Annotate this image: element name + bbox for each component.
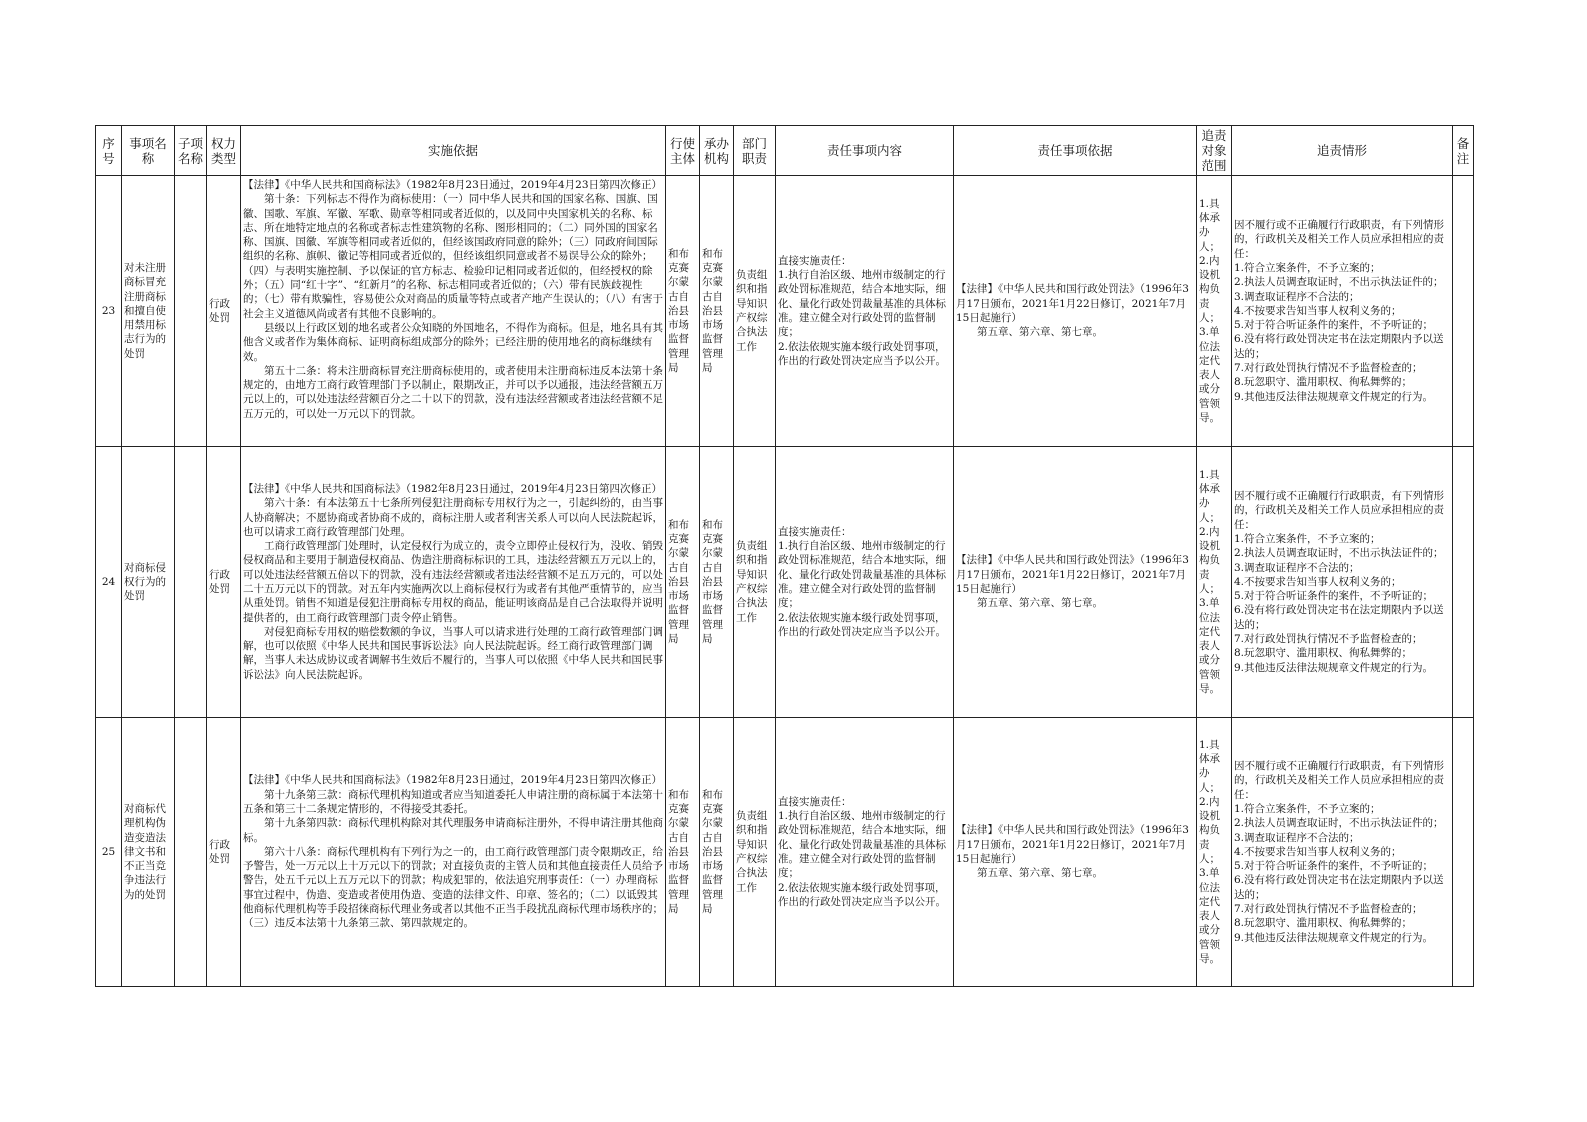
- header-accountable-cases: 追责情形: [1232, 126, 1453, 176]
- header-row: [96, 126, 1474, 176]
- cell-note: [1453, 176, 1474, 447]
- header-resp-basis: 责任事项依据: [954, 126, 1197, 176]
- cell-handler: 和布克赛尔蒙古自治县市场监督管理局: [700, 718, 734, 987]
- cell-dept-duty: 负责组织和指导知识产权综合执法工作: [734, 176, 776, 447]
- header-item-name: 事项名称: [122, 126, 175, 176]
- header-handler: 承办机构: [700, 126, 734, 176]
- cell-basis: 【法律】《中华人民共和国商标法》（1982年8月23日通过，2019年4月23日第四次修正） 第十条：下列标志不得作为商标使用：（一）同中华人民共和国的国家名称、国旗、国徽、国歌、军旗、军徽、军歌、勋章等相同或者近似的，以及同中央国家机关的名称、标志、所在地特定地点的名称或者标志性建筑物的名称、图形相同的；（二）同外国的国家名称、国旗、国徽、军旗等相同或者近似的，但经该国政府同意的除外；（三）同政府间国际组织的名称、旗帜、徽记等相同或者近似的，但经该组织同意或者不易误导公众的除外；（四）与表明实施控制、予以保证的官方标志、检验印记相同或者近似的，但经授权的除外；（五）同“红十字”、“红新月”的名称、标志相同或者近似的；（六）带有民族歧视性的；（七）带有欺骗性，容易使公众对商品的质量等特点或者产地产生误认的；（八）有害于社会主义道德风尚或者有其他不良影响的。 县级以上行政区划的地名或者公众知晓的外国地名，不得作为商标。但是，地名具有其他含义或者作为集体商标、证明商标组成部分的除外；已经注册的使用地名的商标继续有效。 第五十二条：将未注册商标冒充注册商标使用的，或者使用未注册商标违反本法第十条规定的，由地方工商行政管理部门予以制止，限期改正，并可以予以通报，违法经营额五万元以上的，可以处违法经营额百分之二十以下的罚款，没有违法经营额或者违法经营额不足五万元的，可以处一万元以下的罚款。: [241, 176, 666, 447]
- header-resp-content: 责任事项内容: [776, 126, 954, 176]
- cell-sub-item: [175, 447, 207, 718]
- cell-dept-duty: 负责组织和指导知识产权综合执法工作: [734, 718, 776, 987]
- cell-item-name: 对商标代理机构伪造变造法律文书和不正当竞争违法行为的处罚: [122, 718, 175, 987]
- cell-accountable-cases: 因不履行或不正确履行行政职责，有下列情形的，行政机关及相关工作人员应承担相应的责任： 1.符合立案条件，不予立案的； 2.执法人员调查取证时，不出示执法证件的； 3.调查取证程序不合法的； 4.不按要求告知当事人权利义务的； 5.对于符合听证条件的案件，不予听证的； 6.没有将行政处罚决定书在法定期限内予以送达的； 7.对行政处罚执行情况不予监督检查的； 8.玩忽职守、滥用职权、徇私舞弊的； 9.其他违反法律法规规章文件规定的行为。: [1232, 718, 1453, 987]
- cell-sub-item: [175, 718, 207, 987]
- cell-power-type: 行政处罚: [207, 176, 241, 447]
- cell-resp-content: 直接实施责任： 1.执行自治区级、地州市级制定的行政处罚标准规范，结合本地实际，细化、量化行政处罚裁量基准的具体标准。建立健全对行政处罚的监督制度； 2.依法依规实施本级行政处罚事项，作出的行政处罚决定应当予以公开。: [776, 718, 954, 987]
- header-note: 备注: [1453, 126, 1474, 176]
- cell-dept-duty: 负责组织和指导知识产权综合执法工作: [734, 447, 776, 718]
- cell-resp-content: 直接实施责任： 1.执行自治区级、地州市级制定的行政处罚标准规范，结合本地实际，细化、量化行政处罚裁量基准的具体标准。建立健全对行政处罚的监督制度； 2.依法依规实施本级行政处罚事项，作出的行政处罚决定应当予以公开。: [776, 447, 954, 718]
- cell-handler: 和布克赛尔蒙古自治县市场监督管理局: [700, 176, 734, 447]
- cell-accountable-cases: 因不履行或不正确履行行政职责，有下列情形的，行政机关及相关工作人员应承担相应的责任： 1.符合立案条件，不予立案的； 2.执法人员调查取证时，不出示执法证件的； 3.调查取证程序不合法的； 4.不按要求告知当事人权利义务的； 5.对于符合听证条件的案件，不予听证的； 6.没有将行政处罚决定书在法定期限内予以送达的； 7.对行政处罚执行情况不予监督检查的； 8.玩忽职守、滥用职权、徇私舞弊的； 9.其他违反法律法规规章文件规定的行为。: [1232, 176, 1453, 447]
- cell-actor: 和布克赛尔蒙古自治县市场监督管理局: [666, 447, 700, 718]
- responsibility-table: [95, 125, 1474, 987]
- cell-note: [1453, 447, 1474, 718]
- cell-item-name: 对商标侵权行为的处罚: [122, 447, 175, 718]
- cell-handler: 和布克赛尔蒙古自治县市场监督管理局: [700, 447, 734, 718]
- cell-accountable-scope: 1.具体承办人；2.内设机构负责人；3.单位法定代表人或分管领导。: [1197, 447, 1232, 718]
- header-basis: 实施依据: [241, 126, 666, 176]
- cell-resp-basis: 【法律】《中华人民共和国行政处罚法》（1996年3月17日颁布，2021年1月22日修订，2021年7月15日起施行） 第五章、第六章、第七章。: [954, 718, 1197, 987]
- header-accountable-scope: 追责对象范围: [1197, 126, 1232, 176]
- cell-accountable-cases: 因不履行或不正确履行行政职责，有下列情形的，行政机关及相关工作人员应承担相应的责任： 1.符合立案条件，不予立案的； 2.执法人员调查取证时，不出示执法证件的； 3.调查取证程序不合法的； 4.不按要求告知当事人权利义务的； 5.对于符合听证条件的案件，不予听证的； 6.没有将行政处罚决定书在法定期限内予以送达的； 7.对行政处罚执行情况不予监督检查的； 8.玩忽职守、滥用职权、徇私舞弊的； 9.其他违反法律法规规章文件规定的行为。: [1232, 447, 1453, 718]
- cell-resp-basis: 【法律】《中华人民共和国行政处罚法》（1996年3月17日颁布，2021年1月22日修订，2021年7月15日起施行） 第五章、第六章、第七章。: [954, 447, 1197, 718]
- cell-resp-content: 直接实施责任： 1.执行自治区级、地州市级制定的行政处罚标准规范，结合本地实际，细化、量化行政处罚裁量基准的具体标准。建立健全对行政处罚的监督制度； 2.依法依规实施本级行政处罚事项，作出的行政处罚决定应当予以公开。: [776, 176, 954, 447]
- cell-actor: 和布克赛尔蒙古自治县市场监督管理局: [666, 718, 700, 987]
- cell-seq: 23: [96, 176, 122, 447]
- header-seq: 序号: [96, 126, 122, 176]
- cell-note: [1453, 718, 1474, 987]
- header-actor: 行使主体: [666, 126, 700, 176]
- cell-basis: 【法律】《中华人民共和国商标法》（1982年8月23日通过，2019年4月23日第四次修正） 第六十条：有本法第五十七条所列侵犯注册商标专用权行为之一，引起纠纷的，由当事人协商解决；不愿协商或者协商不成的，商标注册人或者利害关系人可以向人民法院起诉，也可以请求工商行政管理部门处理。 工商行政管理部门处理时，认定侵权行为成立的，责令立即停止侵权行为，没收、销毁侵权商品和主要用于制造侵权商品、伪造注册商标标识的工具，违法经营额五万元以上的，可以处违法经营额五倍以下的罚款，没有违法经营额或者违法经营额不足五万元的，可以处二十五万元以下的罚款。对五年内实施两次以上商标侵权行为或者有其他严重情节的，应当从重处罚。销售不知道是侵犯注册商标专用权的商品，能证明该商品是自己合法取得并说明提供者的，由工商行政管理部门责令停止销售。 对侵犯商标专用权的赔偿数额的争议，当事人可以请求进行处理的工商行政管理部门调解，也可以依照《中华人民共和国民事诉讼法》向人民法院起诉。经工商行政管理部门调解，当事人未达成协议或者调解书生效后不履行的，当事人可以依照《中华人民共和国民事诉讼法》向人民法院起诉。: [241, 447, 666, 718]
- cell-accountable-scope: 1.具体承办人；2.内设机构负责人；3.单位法定代表人或分管领导。: [1197, 718, 1232, 987]
- cell-item-name: 对未注册商标冒充注册商标和擅自使用禁用标志行为的处罚: [122, 176, 175, 447]
- table-row: [96, 176, 1474, 447]
- header-dept-duty: 部门职责: [734, 126, 776, 176]
- cell-power-type: 行政处罚: [207, 447, 241, 718]
- header-sub-item: 子项名称: [175, 126, 207, 176]
- cell-resp-basis: 【法律】《中华人民共和国行政处罚法》（1996年3月17日颁布，2021年1月22日修订，2021年7月15日起施行） 第五章、第六章、第七章。: [954, 176, 1197, 447]
- table-row: [96, 718, 1474, 987]
- cell-actor: 和布克赛尔蒙古自治县市场监督管理局: [666, 176, 700, 447]
- table-row: [96, 447, 1474, 718]
- cell-sub-item: [175, 176, 207, 447]
- cell-seq: 24: [96, 447, 122, 718]
- cell-accountable-scope: 1.具体承办人；2.内设机构负责人；3.单位法定代表人或分管领导。: [1197, 176, 1232, 447]
- cell-basis: 【法律】《中华人民共和国商标法》（1982年8月23日通过，2019年4月23日第四次修正） 第十九条第三款：商标代理机构知道或者应当知道委托人申请注册的商标属于本法第十五条和第三十二条规定情形的，不得接受其委托。 第十九条第四款：商标代理机构除对其代理服务申请商标注册外，不得申请注册其他商标。 第六十八条：商标代理机构有下列行为之一的，由工商行政管理部门责令限期改正，给予警告，处一万元以上十万元以下的罚款；对直接负责的主管人员和其他直接责任人员给予警告，处五千元以上五万元以下的罚款；构成犯罪的，依法追究刑事责任：（一）办理商标事宜过程中，伪造、变造或者使用伪造、变造的法律文件、印章、签名的；（二）以诋毁其他商标代理机构等手段招徕商标代理业务或者以其他不正当手段扰乱商标代理市场秩序的；（三）违反本法第十九条第三款、第四款规定的。: [241, 718, 666, 987]
- header-power-type: 权力类型: [207, 126, 241, 176]
- cell-seq: 25: [96, 718, 122, 987]
- cell-power-type: 行政处罚: [207, 718, 241, 987]
